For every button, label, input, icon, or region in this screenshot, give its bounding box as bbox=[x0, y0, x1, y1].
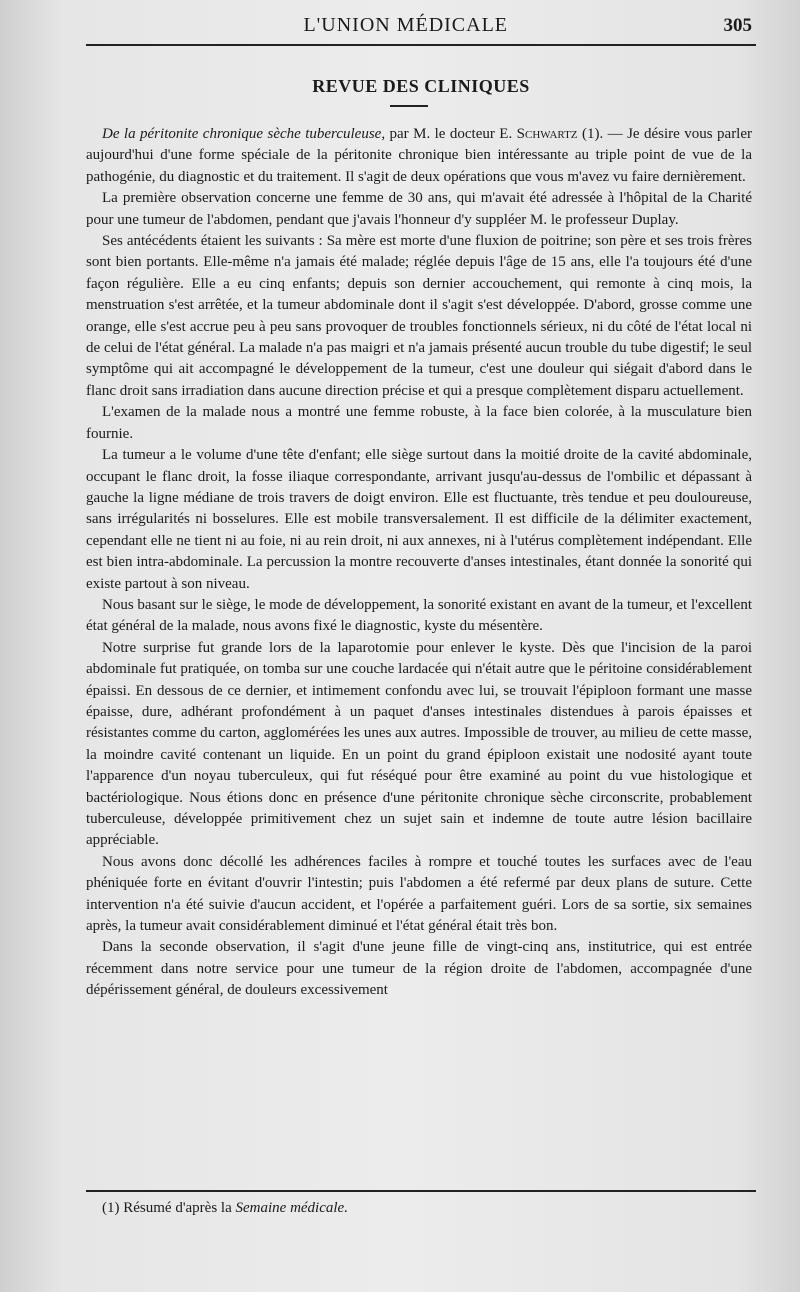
paragraph-3: Ses antécédents étaient les suivants : Sa mère est morte d'une fluxion de poitrine; son père et ses trois frères sont bien portants. Elle-même n'a jamais été malade; réglée depuis l'âge de 15 ans, elle l'a toujours été d'une façon régulière. Elle a eu cinq enfants; depuis son dernier accouchement, qui remonte à cinq mois, la menstruation s'est arrêtée, et la tumeur abdominale dont il s'agit s'est développée. D'abord, grosse comme une orange, elle s'est accrue peu à peu sans provoquer de troubles fonctionnels sérieux, ni du côté de l'état local ni de celui de l'état général. La malade n'a pas maigri et n'a jamais présenté aucun trouble du tube digestif; le seul symptôme qui ait accompagné le développement de la tumeur, c'est une douleur qui siégait d'abord dans le flanc droit sans irradiation dans aucune direction précise et qui a presque complètement disparu actuellement. bbox=[86, 233, 752, 399]
header-rule bbox=[86, 44, 756, 46]
journal-title: L'UNION MÉDICALE bbox=[303, 14, 509, 36]
paragraph-4: L'examen de la malade nous a montré une femme robuste, à la face bien colorée, à la musculature bien fournie. bbox=[86, 404, 752, 442]
paragraph-text: — Je désire vous parler aujourd'hui d'une forme spéciale de la péritonite chronique bien intéressante au triple point de vue de la pathogénie, du diagnostic et du traitement. Il s'agit de deux opérations que vous m'avez vu faire dernièrement. bbox=[86, 126, 753, 185]
article-author: Schwartz bbox=[516, 126, 578, 142]
paragraph-8: Nous avons donc décollé les adhérences faciles à rompre et touché toutes les surfaces avec de l'eau phéniquée forte en évitant d'ouvrir l'intestin; puis l'abdomen a été refermé par deux plans de suture. Cette intervention n'a été suivie d'aucun accident, et l'opérée a parfaitement guéri. Lors de sa sortie, six semaines après, la tumeur avait considérablement diminué et l'état général était très bon. bbox=[86, 853, 752, 935]
footnote-source: Semaine médicale. bbox=[235, 1200, 348, 1216]
article-title: De la péritonite chronique sèche tuberculeuse, bbox=[102, 126, 386, 142]
article-byline: par M. le docteur E. bbox=[389, 126, 513, 142]
paragraph-9: Dans la seconde observation, il s'agit d'une jeune fille de vingt-cinq ans, institutrice, qui est entrée récemment dans notre service pour une tumeur de la région droite de l'abdomen, accompagnée d'une dépérissement général, de douleurs excessivement bbox=[86, 939, 752, 999]
title-rule bbox=[390, 105, 428, 107]
footnote-ref: (1). bbox=[581, 126, 604, 142]
article-body bbox=[86, 124, 752, 1002]
footnote bbox=[102, 1200, 756, 1217]
paragraph-6: Nous basant sur le siège, le mode de développement, la sonorité existant en avant de la tumeur, et l'excellent état général de la malade, nous avons fixé le diagnostic, kyste du mésentère. bbox=[86, 596, 752, 635]
running-head bbox=[88, 14, 752, 42]
footnote-text: (1) Résumé d'après la bbox=[102, 1200, 232, 1216]
paragraph-1 bbox=[86, 124, 752, 188]
section-title: REVUE DES CLINIQUES bbox=[312, 76, 530, 96]
footnote-rule bbox=[86, 1190, 756, 1192]
paragraph-5: La tumeur a le volume d'une tête d'enfant; elle siège surtout dans la moitié droite de la cavité abdominale, occupant le flanc droit, la fosse iliaque correspondante, arrivant jusqu'au-dessus de l'ombilic et dépassant à gauche la ligne médiane de trois travers de doigt environ. Elle est fluctuante, très tendue et peu douloureuse, sans irrégularités ni bosselures. Elle est mobile transversalement. Il est difficile de la délimiter exactement, cependant elle ne tient ni au foie, ni au rein droit, ni aux annexes, ni à l'utérus complètement indépendant. Elle est bien intra-abdominale. La percussion la montre recouverte d'anses intestinales, étant donnée la sonorité qui existe partout à son niveau. bbox=[86, 447, 752, 592]
page-number: 305 bbox=[723, 15, 752, 36]
paragraph-2: La première observation concerne une femme de 30 ans, qui m'avait été adressée à l'hôpital de la Charité pour une tumeur de l'abdomen, pendant que j'avais l'honneur d'y suppléer M. le professeur Duplay. bbox=[86, 190, 752, 228]
paragraph-7: Notre surprise fut grande lors de la laparotomie pour enlever le kyste. Dès que l'incision de la paroi abdominale fut pratiquée, on tomba sur une couche lardacée qui n'était autre que le péritoine considérablement épaissi. En dessous de ce dernier, et intimement confondu avec lui, se trouvait l'épiploon formant une masse épaisse, dure, adhérant profondément à un paquet d'anses intestinales distendues à parois épaisses et résistantes comme du carton, agglomérées les unes aux autres. Impossible de trouver, au milieu de cette masse, la moindre cavité contenant un liquide. En un point du grand épiploon existait une nodosité ayant toute l'apparence d'un noyau tuberculeux, qui fut réséqué pour être examiné au point du vue histologique et bactériologique. Nous étions donc en présence d'une péritonite chronique sèche circonscrite, probablement tuberculeuse, développée primitivement chez un sujet sain et indemne de toute autre lésion bacillaire appréciable. bbox=[86, 639, 752, 849]
